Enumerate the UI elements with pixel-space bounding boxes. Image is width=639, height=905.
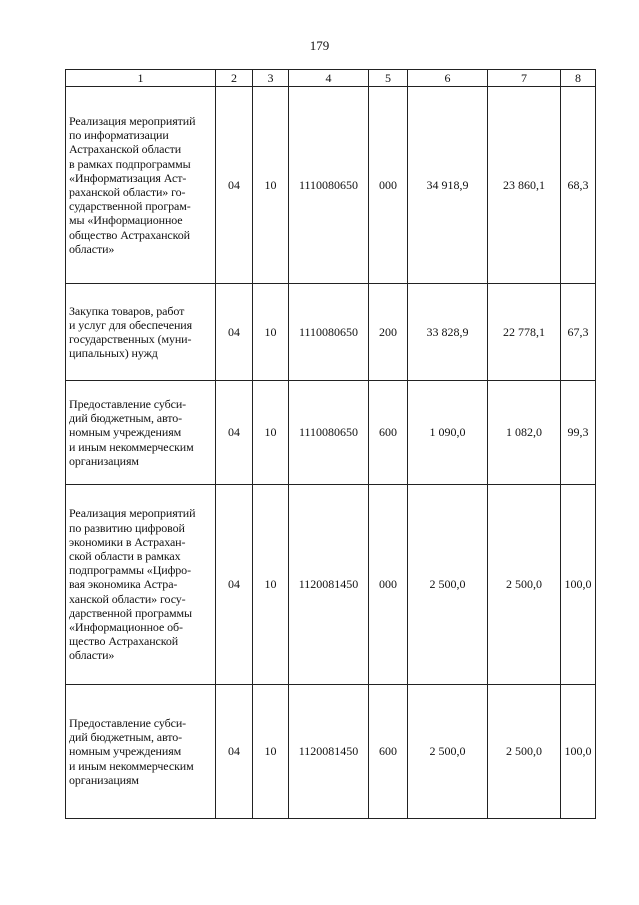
cell-section: 04 <box>216 381 253 485</box>
cell-target-code: 1110080650 <box>289 284 369 381</box>
cell-target-code: 1120081450 <box>289 485 369 685</box>
row-description: Реализация мероприятий по развитию цифровой экономики в Астрахан- ской области в рамках подпрограммы «Цифро- вая экономика Астра- ханской области» госу- дарственной программы «Информационное об- щество Астраханской области» <box>66 485 216 685</box>
cell-percent: 99,3 <box>561 381 596 485</box>
cell-expense-type: 200 <box>369 284 408 381</box>
cell-planned: 2 500,0 <box>408 485 488 685</box>
table-row <box>66 284 596 381</box>
cell-subsection: 10 <box>253 87 289 284</box>
row-description: Закупка товаров, работ и услуг для обеспечения государственных (муни- ципальных) нужд <box>66 284 216 381</box>
cell-expense-type: 000 <box>369 87 408 284</box>
cell-target-code: 1110080650 <box>289 381 369 485</box>
table-row <box>66 381 596 485</box>
cell-actual: 1 082,0 <box>488 381 561 485</box>
budget-table <box>65 69 596 819</box>
cell-percent: 67,3 <box>561 284 596 381</box>
cell-expense-type: 000 <box>369 485 408 685</box>
header-col-8: 8 <box>561 70 596 87</box>
cell-subsection: 10 <box>253 685 289 819</box>
cell-actual: 23 860,1 <box>488 87 561 284</box>
header-col-5: 5 <box>369 70 408 87</box>
cell-planned: 1 090,0 <box>408 381 488 485</box>
page-number: 179 <box>309 38 330 53</box>
header-col-2: 2 <box>216 70 253 87</box>
row-description: Предоставление субси- дий бюджетным, авто- номным учреждениям и иным некоммерческим организациям <box>66 381 216 485</box>
cell-percent: 68,3 <box>561 87 596 284</box>
cell-section: 04 <box>216 87 253 284</box>
cell-subsection: 10 <box>253 284 289 381</box>
header-col-1: 1 <box>66 70 216 87</box>
table-row <box>66 685 596 819</box>
table-row <box>66 485 596 685</box>
cell-planned: 2 500,0 <box>408 685 488 819</box>
cell-target-code: 1110080650 <box>289 87 369 284</box>
cell-actual: 2 500,0 <box>488 685 561 819</box>
cell-actual: 22 778,1 <box>488 284 561 381</box>
cell-percent: 100,0 <box>561 685 596 819</box>
cell-section: 04 <box>216 284 253 381</box>
cell-planned: 34 918,9 <box>408 87 488 284</box>
cell-percent: 100,0 <box>561 485 596 685</box>
header-row <box>66 70 596 87</box>
cell-subsection: 10 <box>253 381 289 485</box>
cell-subsection: 10 <box>253 485 289 685</box>
cell-actual: 2 500,0 <box>488 485 561 685</box>
cell-target-code: 1120081450 <box>289 685 369 819</box>
header-col-4: 4 <box>289 70 369 87</box>
cell-planned: 33 828,9 <box>408 284 488 381</box>
header-col-3: 3 <box>253 70 289 87</box>
header-col-6: 6 <box>408 70 488 87</box>
row-description: Предоставление субси- дий бюджетным, авто- номным учреждениям и иным некоммерческим организациям <box>66 685 216 819</box>
cell-section: 04 <box>216 685 253 819</box>
cell-expense-type: 600 <box>369 381 408 485</box>
cell-expense-type: 600 <box>369 685 408 819</box>
header-col-7: 7 <box>488 70 561 87</box>
row-description: Реализация мероприятий по информатизации Астраханской области в рамках подпрограммы «Информатизация Аст- раханской области» го- сударственной програм- мы «Информационное общество Астраханской области» <box>66 87 216 284</box>
cell-section: 04 <box>216 485 253 685</box>
table-row <box>66 87 596 284</box>
